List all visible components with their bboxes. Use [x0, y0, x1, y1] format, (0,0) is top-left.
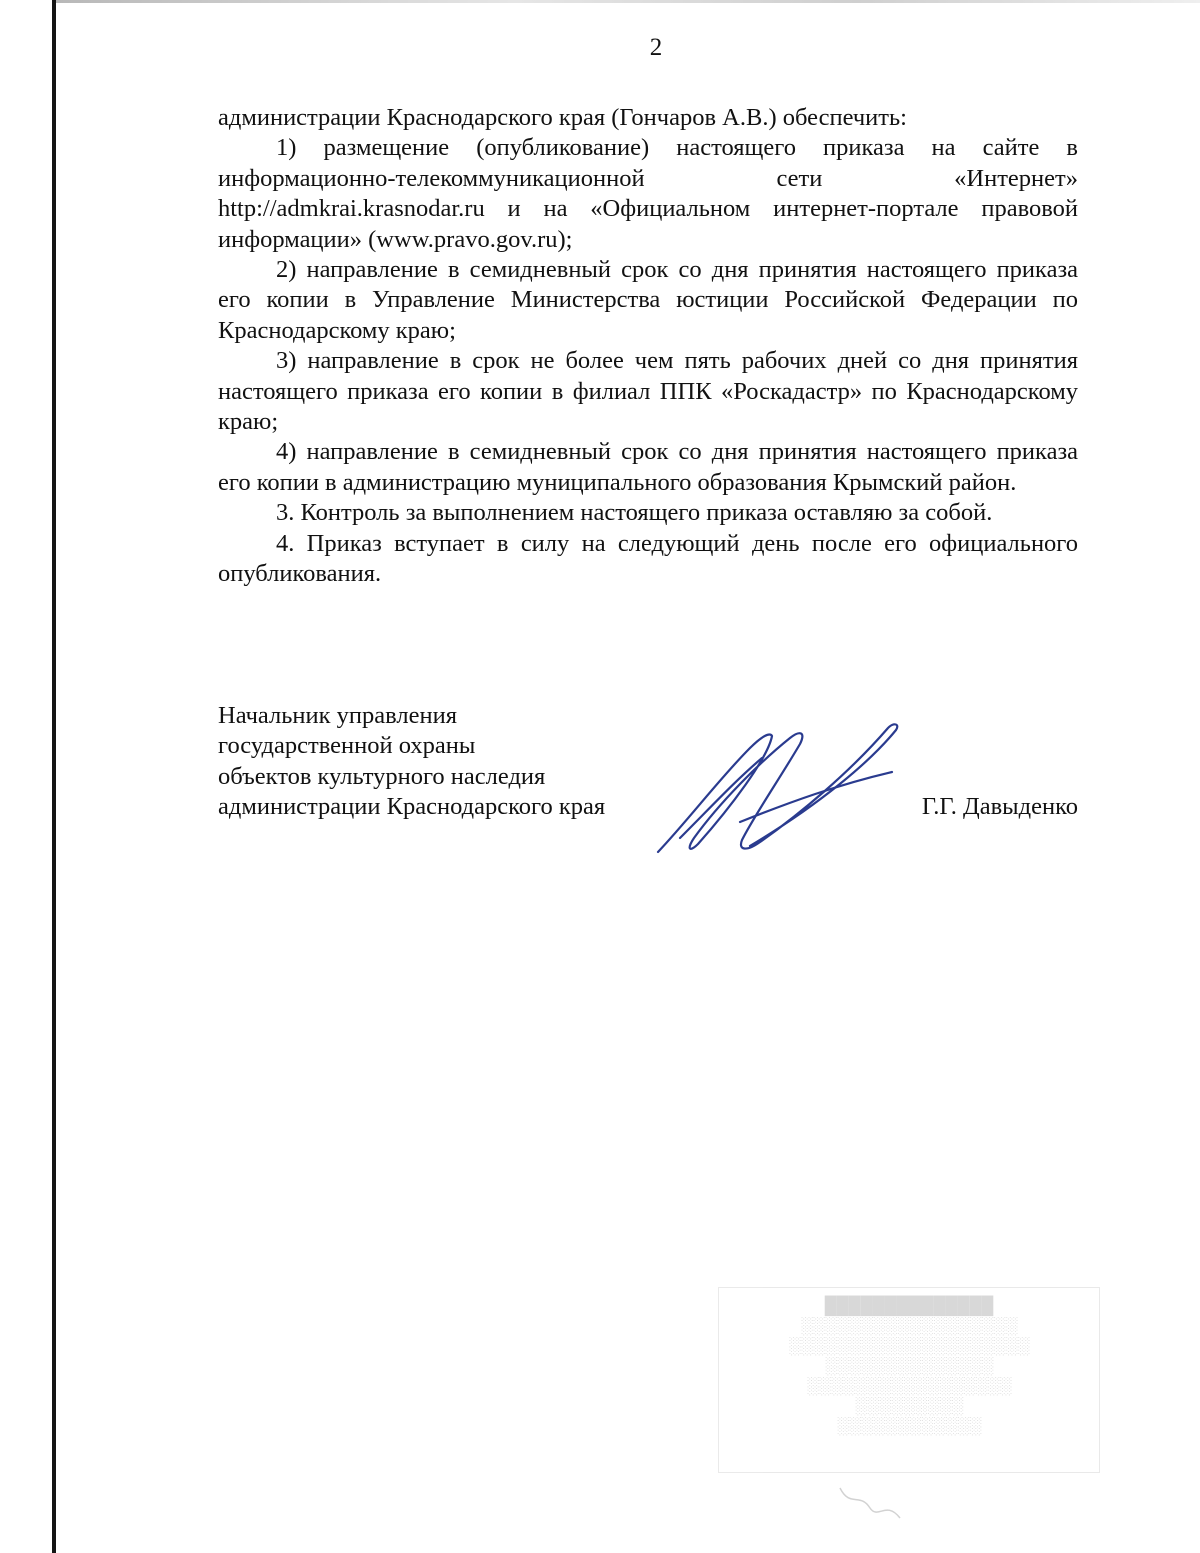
- stamp-line: ░░░░░░░░░: [854, 1396, 964, 1415]
- faint-initials-mark: [830, 1478, 910, 1528]
- stamp-line: ░░░░░░░░░░░░░░░░░: [806, 1376, 1012, 1395]
- page-number: 2: [649, 34, 663, 61]
- document-body: [218, 103, 1078, 590]
- stamp-line: ░░░░░░░░░░░░░░░░░░: [800, 1316, 1018, 1335]
- faint-registration-stamp: [718, 1287, 1100, 1473]
- stamp-line: ░░░░░░░░░░░░░░░░░░░░: [788, 1336, 1030, 1355]
- paragraph-item-1: 1) размещение (опубликование) настоящего приказа на сайте в информационно-телекоммуникационной сети «Интернет» http://admkrai.krasnodar.ru и на «Официальном интернет-портале правовой информации» (www.pravo.gov.ru);: [218, 134, 1078, 253]
- signer-title-line: администрации Краснодарского края: [218, 793, 606, 821]
- paragraph-continuation: администрации Краснодарского края (Гончаров А.В.) обеспечить:: [218, 104, 907, 131]
- paragraph-item-3: 3) направление в срок не более чем пять рабочих дней со дня принятия настоящего приказа его копии в филиал ППК «Роскадастр» по Краснодарскому краю;: [218, 347, 1078, 436]
- paragraph-clause-4: 4. Приказ вступает в силу на следующий день после его официального опубликования.: [218, 529, 1078, 588]
- stamp-line: ░░░░░░░░░░░░░░: [824, 1356, 994, 1375]
- paragraph-item-4: 4) направление в семидневный срок со дня принятия настоящего приказа его копии в администрацию муниципального образования Крымский район.: [218, 438, 1078, 496]
- paragraph-item-2: 2) направление в семидневный срок со дня принятия настоящего приказа его копии в Управление Министерства юстиции Российской Федерации по Краснодарскому краю;: [218, 256, 1078, 344]
- stamp-line: ░░░░░░░░░░░░: [836, 1416, 982, 1435]
- stamp-line: ██████████████: [824, 1296, 994, 1315]
- signature-block: [218, 701, 1078, 823]
- signer-title-line: объектов культурного наследия: [218, 762, 546, 790]
- handwritten-signature: [650, 718, 910, 858]
- signer-name: Г.Г. Давыденко: [921, 793, 1078, 820]
- paragraph-clause-3: 3. Контроль за выполнением настоящего приказа оставляю за собой.: [276, 499, 993, 527]
- signer-title-line: государственной охраны: [218, 732, 476, 760]
- scan-edge-top: [56, 0, 1200, 3]
- scan-edge-left: [52, 0, 56, 1553]
- signer-title-line: Начальник управления: [218, 702, 457, 729]
